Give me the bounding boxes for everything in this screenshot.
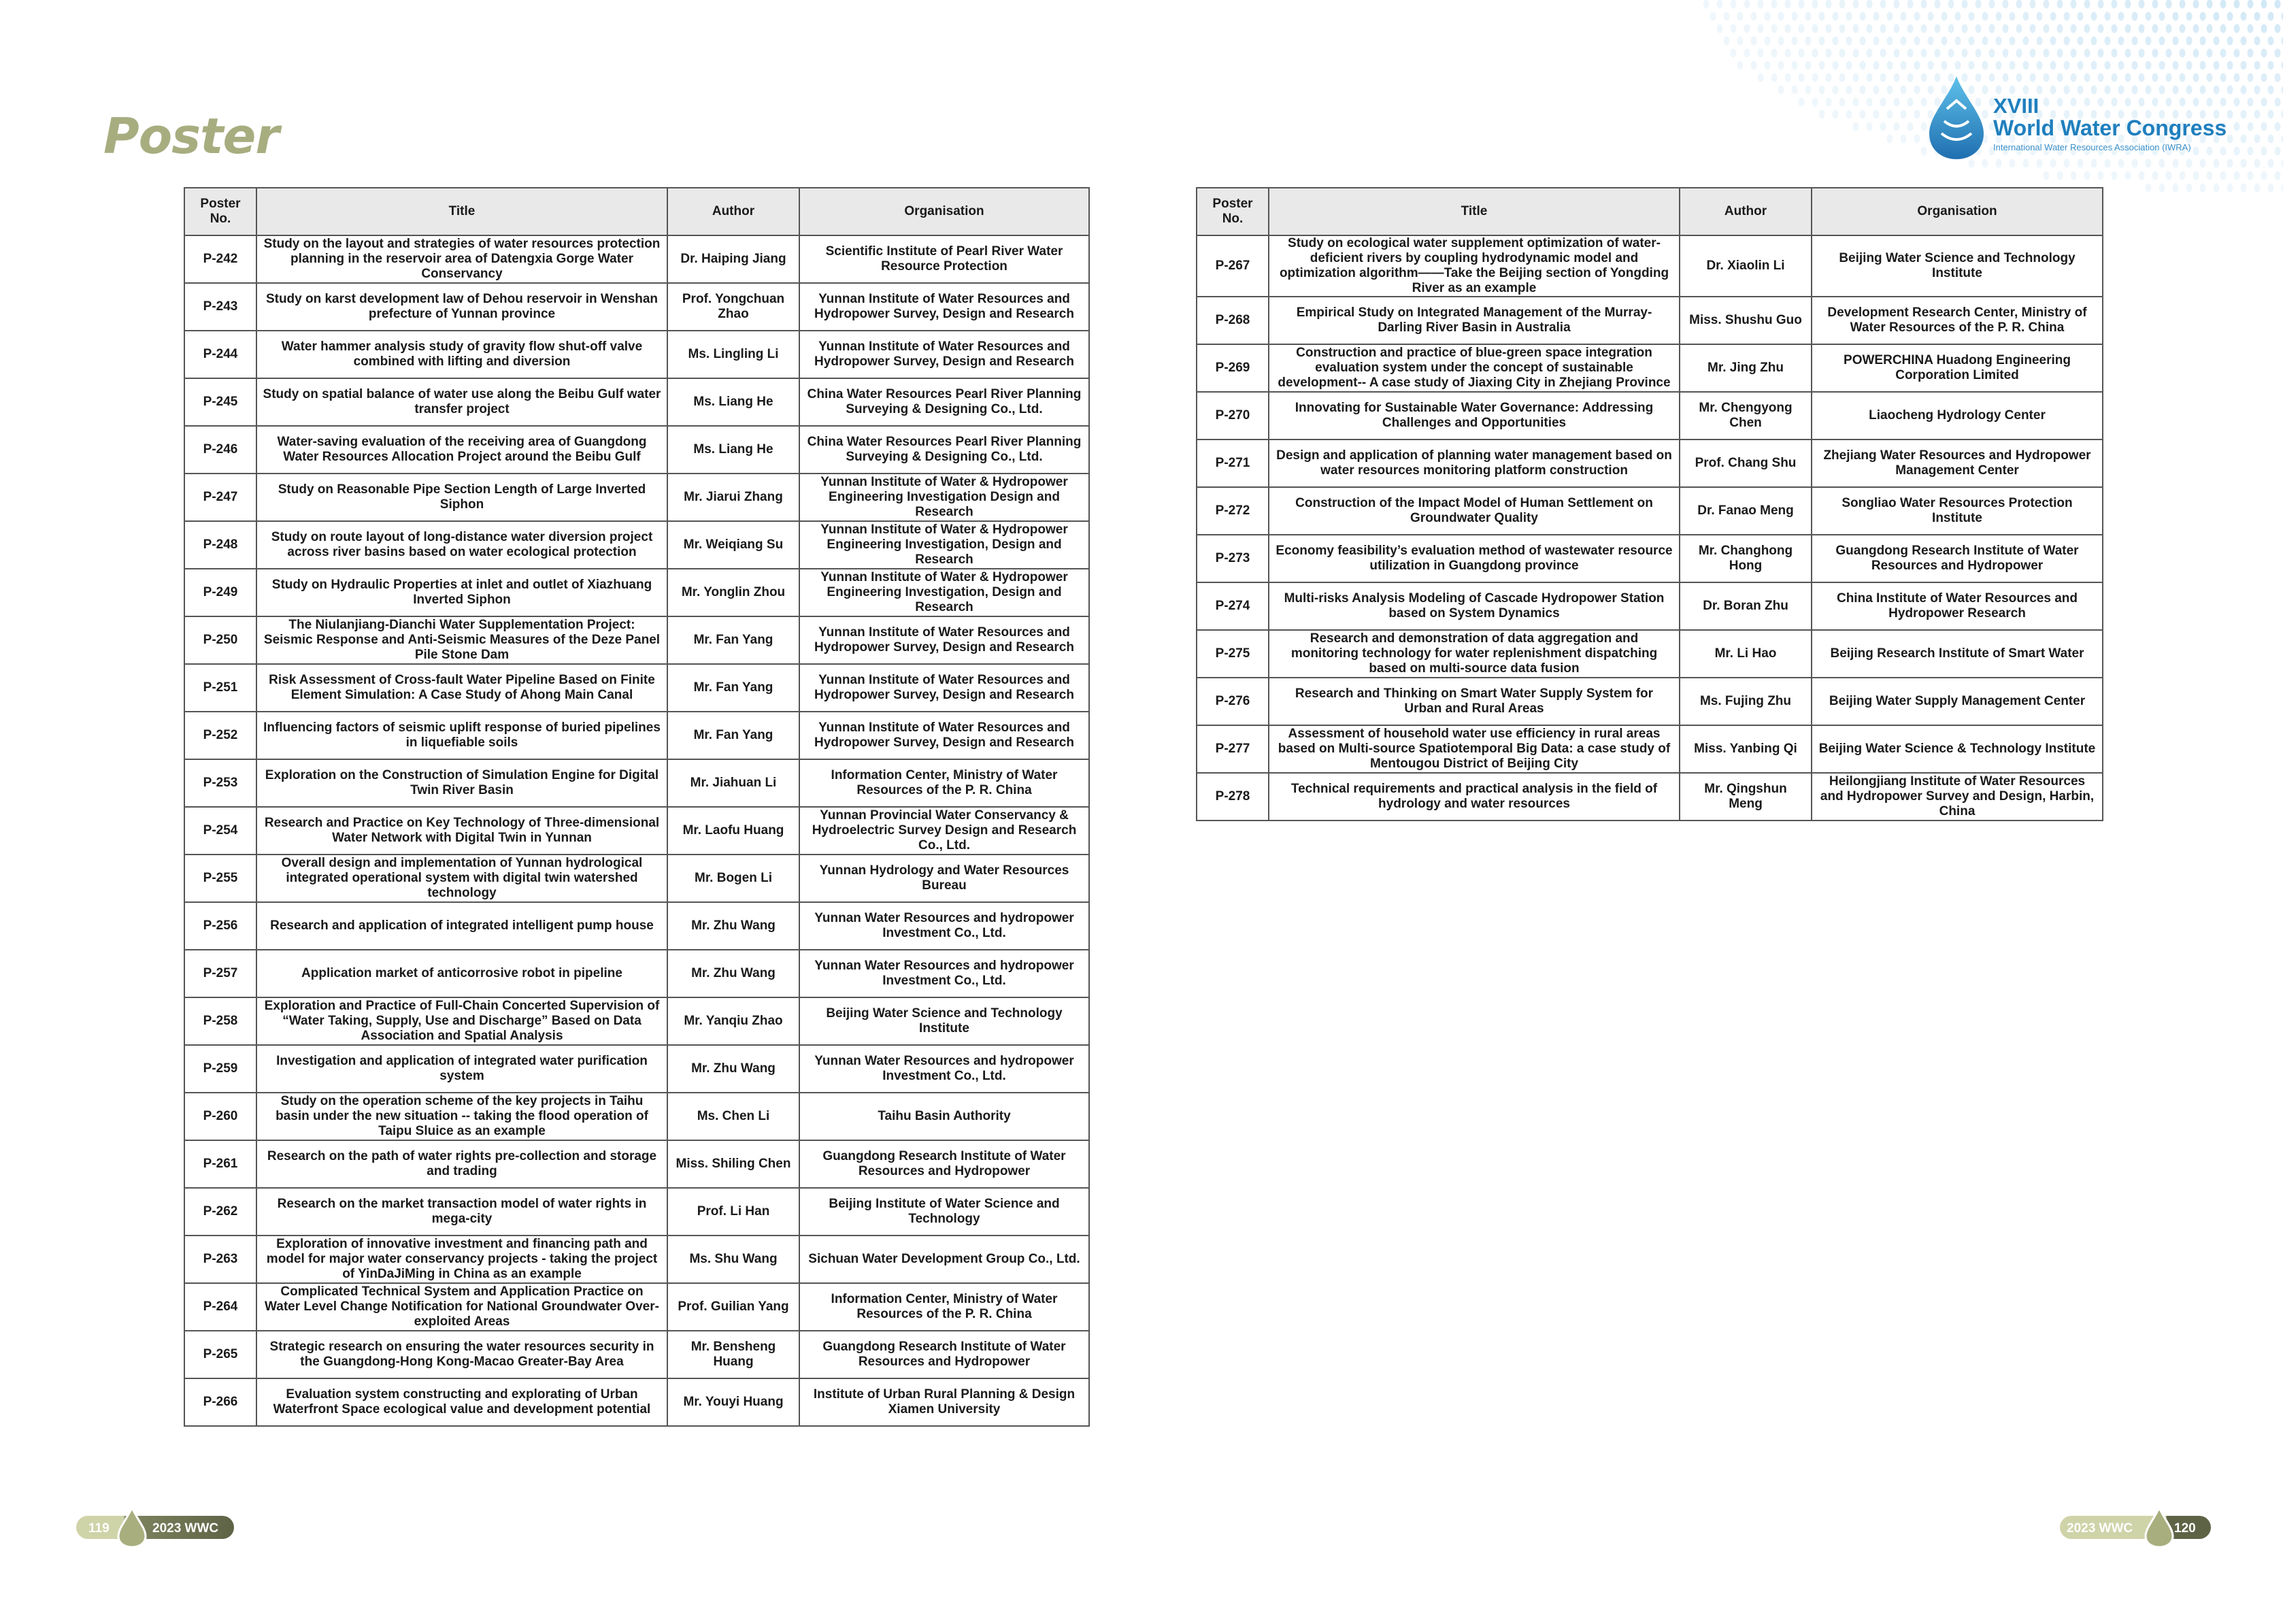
title-cell: Multi-risks Analysis Modeling of Cascade Hydropower Station based on System Dynamics <box>1269 582 1680 630</box>
poster-number-cell: P-257 <box>184 950 256 997</box>
author-cell: Mr. Weiqiang Su <box>667 521 799 569</box>
organisation-cell: Sichuan Water Development Group Co., Ltd. <box>799 1236 1089 1283</box>
title-cell: Investigation and application of integrated water purification system <box>256 1045 667 1093</box>
organisation-cell: Beijing Water Supply Management Center <box>1812 678 2103 725</box>
organisation-cell: Guangdong Research Institute of Water Resources and Hydropower <box>799 1140 1089 1188</box>
poster-number-cell: P-244 <box>184 331 256 378</box>
table-row <box>184 1188 1089 1236</box>
author-cell: Mr. Zhu Wang <box>667 1045 799 1093</box>
organisation-cell: Yunnan Institute of Water Resources and Hydropower Survey, Design and Research <box>799 712 1089 759</box>
header-poster-no: Poster No. <box>1197 188 1269 235</box>
logo-subtitle: International Water Resources Association (IWRA) <box>1993 142 2191 152</box>
table-row <box>1197 297 2103 344</box>
table-row <box>184 855 1089 902</box>
table-row <box>184 616 1089 664</box>
poster-number-cell: P-245 <box>184 378 256 426</box>
organisation-cell: Yunnan Institute of Water & Hydropower Engineering Investigation, Design and Research <box>799 521 1089 569</box>
table-row <box>184 1378 1089 1426</box>
title-cell: Research and Practice on Key Technology of Three-dimensional Water Network with Digital Twin in Yunnan <box>256 807 667 855</box>
poster-number-cell: P-271 <box>1197 440 1269 487</box>
author-cell: Mr. Fan Yang <box>667 664 799 712</box>
author-cell: Dr. Fanao Meng <box>1680 487 1812 535</box>
organisation-cell: Yunnan Water Resources and hydropower Investment Co., Ltd. <box>799 902 1089 950</box>
poster-number-cell: P-260 <box>184 1093 256 1140</box>
title-cell: Study on spatial balance of water use along the Beibu Gulf water transfer project <box>256 378 667 426</box>
author-cell: Ms. Liang He <box>667 378 799 426</box>
footer-right <box>2060 1506 2211 1548</box>
table-row <box>1197 773 2103 821</box>
footer-label: 2023 WWC <box>152 1521 219 1536</box>
table-row <box>184 283 1089 331</box>
poster-number-cell: P-262 <box>184 1188 256 1236</box>
author-cell: Prof. Yongchuan Zhao <box>667 283 799 331</box>
poster-number-cell: P-263 <box>184 1236 256 1283</box>
poster-number-cell: P-266 <box>184 1378 256 1426</box>
table-row <box>1197 487 2103 535</box>
author-cell: Mr. Laofu Huang <box>667 807 799 855</box>
poster-number-cell: P-269 <box>1197 344 1269 392</box>
title-cell: Application market of anticorrosive robot in pipeline <box>256 950 667 997</box>
table-row <box>1197 392 2103 440</box>
table-row <box>184 1236 1089 1283</box>
header-title: Title <box>1269 188 1680 235</box>
table-row <box>184 521 1089 569</box>
footer-left <box>76 1506 236 1548</box>
page-title: Poster <box>103 107 279 165</box>
header-author: Author <box>1680 188 1812 235</box>
organisation-cell: Taihu Basin Authority <box>799 1093 1089 1140</box>
poster-number-cell: P-246 <box>184 426 256 474</box>
poster-number-cell: P-250 <box>184 616 256 664</box>
title-cell: Research and Thinking on Smart Water Supply System for Urban and Rural Areas <box>1269 678 1680 725</box>
organisation-cell: Yunnan Water Resources and hydropower Investment Co., Ltd. <box>799 1045 1089 1093</box>
organisation-cell: Guangdong Research Institute of Water Resources and Hydropower <box>1812 535 2103 582</box>
table-row <box>1197 344 2103 392</box>
author-cell: Mr. Yonglin Zhou <box>667 569 799 616</box>
poster-number-cell: P-278 <box>1197 773 1269 821</box>
organisation-cell: Development Research Center, Ministry of Water Resources of the P. R. China <box>1812 297 2103 344</box>
water-drop-logo-icon <box>1925 73 1988 162</box>
table-row <box>184 378 1089 426</box>
author-cell: Mr. Jing Zhu <box>1680 344 1812 392</box>
organisation-cell: China Water Resources Pearl River Planning Surveying & Designing Co., Ltd. <box>799 426 1089 474</box>
poster-number-cell: P-261 <box>184 1140 256 1188</box>
poster-number-cell: P-255 <box>184 855 256 902</box>
poster-number-cell: P-275 <box>1197 630 1269 678</box>
title-cell: Study on karst development law of Dehou reservoir in Wenshan prefecture of Yunnan province <box>256 283 667 331</box>
table-row <box>184 1045 1089 1093</box>
logo-roman-numeral: XVIII <box>1993 94 2039 118</box>
organisation-cell: Beijing Institute of Water Science and Technology <box>799 1188 1089 1236</box>
poster-number-cell: P-243 <box>184 283 256 331</box>
poster-number-cell: P-253 <box>184 759 256 807</box>
author-cell: Mr. Chengyong Chen <box>1680 392 1812 440</box>
organisation-cell: Yunnan Institute of Water Resources and Hydropower Survey, Design and Research <box>799 283 1089 331</box>
poster-number-cell: P-276 <box>1197 678 1269 725</box>
organisation-cell: Zhejiang Water Resources and Hydropower Management Center <box>1812 440 2103 487</box>
author-cell: Mr. Yanqiu Zhao <box>667 997 799 1045</box>
title-cell: Water hammer analysis study of gravity flow shut-off valve combined with lifting and diversion <box>256 331 667 378</box>
organisation-cell: Information Center, Ministry of Water Resources of the P. R. China <box>799 1283 1089 1331</box>
author-cell: Ms. Lingling Li <box>667 331 799 378</box>
title-cell: Water-saving evaluation of the receiving area of Guangdong Water Resources Allocation Project around the Beibu Gulf <box>256 426 667 474</box>
table-row <box>1197 440 2103 487</box>
title-cell: Research and application of integrated intelligent pump house <box>256 902 667 950</box>
author-cell: Miss. Yanbing Qi <box>1680 725 1812 773</box>
author-cell: Ms. Fujing Zhu <box>1680 678 1812 725</box>
organisation-cell: Yunnan Institute of Water Resources and Hydropower Survey, Design and Research <box>799 616 1089 664</box>
table-row <box>184 1331 1089 1378</box>
table-row <box>184 759 1089 807</box>
title-cell: Exploration and Practice of Full-Chain Concerted Supervision of “Water Taking, Supply, Use and Discharge” Based on Data Association and Spatial Analysis <box>256 997 667 1045</box>
author-cell: Ms. Liang He <box>667 426 799 474</box>
title-cell: The Niulanjiang-Dianchi Water Supplementation Project: Seismic Response and Anti-Seismic Measures of the Deze Panel Pile Stone Dam <box>256 616 667 664</box>
organisation-cell: Yunnan Institute of Water Resources and Hydropower Survey, Design and Research <box>799 331 1089 378</box>
poster-number-cell: P-268 <box>1197 297 1269 344</box>
author-cell: Mr. Fan Yang <box>667 712 799 759</box>
poster-number-cell: P-251 <box>184 664 256 712</box>
water-drop-icon <box>116 1506 148 1548</box>
table-row <box>1197 582 2103 630</box>
organisation-cell: Liaocheng Hydrology Center <box>1812 392 2103 440</box>
organisation-cell: Guangdong Research Institute of Water Resources and Hydropower <box>799 1331 1089 1378</box>
poster-number-cell: P-265 <box>184 1331 256 1378</box>
header-organisation: Organisation <box>799 188 1089 235</box>
author-cell: Mr. Bogen Li <box>667 855 799 902</box>
author-cell: Mr. Qingshun Meng <box>1680 773 1812 821</box>
title-cell: Research on the market transaction model of water rights in mega-city <box>256 1188 667 1236</box>
author-cell: Mr. Zhu Wang <box>667 950 799 997</box>
title-cell: Study on Hydraulic Properties at inlet and outlet of Xiazhuang Inverted Siphon <box>256 569 667 616</box>
author-cell: Mr. Changhong Hong <box>1680 535 1812 582</box>
poster-number-cell: P-273 <box>1197 535 1269 582</box>
table-row <box>184 569 1089 616</box>
table-row <box>184 426 1089 474</box>
table-row <box>184 664 1089 712</box>
author-cell: Dr. Boran Zhu <box>1680 582 1812 630</box>
organisation-cell: Institute of Urban Rural Planning & Design Xiamen University <box>799 1378 1089 1426</box>
organisation-cell: China Institute of Water Resources and Hydropower Research <box>1812 582 2103 630</box>
poster-number-cell: P-248 <box>184 521 256 569</box>
table-body-right <box>1197 235 2103 821</box>
title-cell: Research on the path of water rights pre-collection and storage and trading <box>256 1140 667 1188</box>
table-row <box>1197 725 2103 773</box>
poster-number-cell: P-249 <box>184 569 256 616</box>
author-cell: Mr. Bensheng Huang <box>667 1331 799 1378</box>
title-cell: Exploration on the Construction of Simulation Engine for Digital Twin River Basin <box>256 759 667 807</box>
table-row <box>184 235 1089 283</box>
poster-number-cell: P-274 <box>1197 582 1269 630</box>
organisation-cell: Yunnan Water Resources and hydropower Investment Co., Ltd. <box>799 950 1089 997</box>
organisation-cell: Yunnan Institute of Water Resources and Hydropower Survey, Design and Research <box>799 664 1089 712</box>
table-row <box>1197 678 2103 725</box>
author-cell: Mr. Jiarui Zhang <box>667 474 799 521</box>
author-cell: Mr. Jiahuan Li <box>667 759 799 807</box>
page-number: 119 <box>88 1521 110 1536</box>
title-cell: Empirical Study on Integrated Management of the Murray-Darling River Basin in Australia <box>1269 297 1680 344</box>
table-row <box>184 1283 1089 1331</box>
author-cell: Mr. Youyi Huang <box>667 1378 799 1426</box>
table-header-row <box>184 188 1089 235</box>
title-cell: Strategic research on ensuring the water resources security in the Guangdong-Hong Kong-Macao Greater-Bay Area <box>256 1331 667 1378</box>
logo-name: World Water Congress <box>1993 116 2227 140</box>
author-cell: Ms. Chen Li <box>667 1093 799 1140</box>
author-cell: Prof. Guilian Yang <box>667 1283 799 1331</box>
title-cell: Design and application of planning water management based on water resources monitoring platform construction <box>1269 440 1680 487</box>
title-cell: Overall design and implementation of Yunnan hydrological integrated operational system with digital twin watershed technology <box>256 855 667 902</box>
title-cell: Innovating for Sustainable Water Governance: Addressing Challenges and Opportunities <box>1269 392 1680 440</box>
author-cell: Mr. Zhu Wang <box>667 902 799 950</box>
title-cell: Study on Reasonable Pipe Section Length of Large Inverted Siphon <box>256 474 667 521</box>
organisation-cell: Beijing Water Science & Technology Institute <box>1812 725 2103 773</box>
author-cell: Ms. Shu Wang <box>667 1236 799 1283</box>
title-cell: Construction of the Impact Model of Human Settlement on Groundwater Quality <box>1269 487 1680 535</box>
table-body-left <box>184 235 1089 1426</box>
footer-label: 2023 WWC <box>2067 1521 2133 1536</box>
poster-number-cell: P-254 <box>184 807 256 855</box>
table-row <box>1197 235 2103 297</box>
table-row <box>184 1140 1089 1188</box>
author-cell: Mr. Fan Yang <box>667 616 799 664</box>
organisation-cell: Yunnan Institute of Water & Hydropower Engineering Investigation, Design and Research <box>799 569 1089 616</box>
table-row <box>184 902 1089 950</box>
poster-number-cell: P-258 <box>184 997 256 1045</box>
poster-number-cell: P-242 <box>184 235 256 283</box>
poster-number-cell: P-277 <box>1197 725 1269 773</box>
organisation-cell: Heilongjiang Institute of Water Resources and Hydropower Survey and Design, Harbin, China <box>1812 773 2103 821</box>
table-row <box>1197 630 2103 678</box>
author-cell: Dr. Haiping Jiang <box>667 235 799 283</box>
header-organisation: Organisation <box>1812 188 2103 235</box>
table-row <box>184 474 1089 521</box>
author-cell: Miss. Shiling Chen <box>667 1140 799 1188</box>
title-cell: Study on the layout and strategies of water resources protection planning in the reservoir area of Datengxia Gorge Water Conservancy <box>256 235 667 283</box>
title-cell: Assessment of household water use efficiency in rural areas based on Multi-source Spatiotemporal Big Data: a case study of Mentougou District of Beijing City <box>1269 725 1680 773</box>
organisation-cell: Yunnan Hydrology and Water Resources Bureau <box>799 855 1089 902</box>
poster-number-cell: P-252 <box>184 712 256 759</box>
table-row <box>184 712 1089 759</box>
page-number: 120 <box>2174 1521 2196 1536</box>
title-cell: Complicated Technical System and Application Practice on Water Level Change Notification for National Groundwater Over-exploited Areas <box>256 1283 667 1331</box>
organisation-cell: Beijing Water Science and Technology Institute <box>1812 235 2103 297</box>
table-row <box>184 331 1089 378</box>
author-cell: Miss. Shushu Guo <box>1680 297 1812 344</box>
title-cell: Study on route layout of long-distance water diversion project across river basins based on water ecological protection <box>256 521 667 569</box>
organisation-cell: Scientific Institute of Pearl River Water Resource Protection <box>799 235 1089 283</box>
poster-table-right <box>1196 187 2103 821</box>
title-cell: Economy feasibility’s evaluation method of wastewater resource utilization in Guangdong province <box>1269 535 1680 582</box>
title-cell: Research and demonstration of data aggregation and monitoring technology for water replenishment dispatching based on multi-source data fusion <box>1269 630 1680 678</box>
poster-number-cell: P-272 <box>1197 487 1269 535</box>
table-row <box>184 950 1089 997</box>
title-cell: Construction and practice of blue-green space integration evaluation system under the concept of sustainable development-- A case study of Jiaxing City in Zhejiang Province <box>1269 344 1680 392</box>
organisation-cell: China Water Resources Pearl River Planning Surveying & Designing Co., Ltd. <box>799 378 1089 426</box>
header-author: Author <box>667 188 799 235</box>
organisation-cell: Songliao Water Resources Protection Institute <box>1812 487 2103 535</box>
title-cell: Study on ecological water supplement optimization of water-deficient rivers by coupling hydrodynamic model and optimization algorithm——Take the Beijing section of Yongding River as an example <box>1269 235 1680 297</box>
organisation-cell: POWERCHINA Huadong Engineering Corporation Limited <box>1812 344 2103 392</box>
author-cell: Dr. Xiaolin Li <box>1680 235 1812 297</box>
table-row <box>184 807 1089 855</box>
title-cell: Evaluation system constructing and explorating of Urban Waterfront Space ecological value and development potential <box>256 1378 667 1426</box>
author-cell: Mr. Li Hao <box>1680 630 1812 678</box>
author-cell: Prof. Chang Shu <box>1680 440 1812 487</box>
poster-number-cell: P-247 <box>184 474 256 521</box>
poster-number-cell: P-264 <box>184 1283 256 1331</box>
author-cell: Prof. Li Han <box>667 1188 799 1236</box>
poster-table-left <box>184 187 1090 1427</box>
title-cell: Study on the operation scheme of the key projects in Taihu basin under the new situation -- taking the flood operation of Taipu Sluice as an example <box>256 1093 667 1140</box>
congress-logo <box>1925 73 2227 169</box>
water-drop-icon <box>2143 1506 2176 1548</box>
poster-number-cell: P-256 <box>184 902 256 950</box>
title-cell: Risk Assessment of Cross-fault Water Pipeline Based on Finite Element Simulation: A Case Study of Ahong Main Canal <box>256 664 667 712</box>
table-row <box>184 997 1089 1045</box>
table-row <box>1197 535 2103 582</box>
title-cell: Exploration of innovative investment and financing path and model for major water conservancy projects - taking the project of YinDaJiMing in China as an example <box>256 1236 667 1283</box>
poster-number-cell: P-270 <box>1197 392 1269 440</box>
table-row <box>184 1093 1089 1140</box>
table-header-row <box>1197 188 2103 235</box>
organisation-cell: Beijing Water Science and Technology Institute <box>799 997 1089 1045</box>
organisation-cell: Information Center, Ministry of Water Resources of the P. R. China <box>799 759 1089 807</box>
organisation-cell: Beijing Research Institute of Smart Water <box>1812 630 2103 678</box>
organisation-cell: Yunnan Provincial Water Conservancy & Hydroelectric Survey Design and Research Co., Ltd. <box>799 807 1089 855</box>
title-cell: Technical requirements and practical analysis in the field of hydrology and water resources <box>1269 773 1680 821</box>
poster-number-cell: P-259 <box>184 1045 256 1093</box>
organisation-cell: Yunnan Institute of Water & Hydropower Engineering Investigation Design and Research <box>799 474 1089 521</box>
title-cell: Influencing factors of seismic uplift response of buried pipelines in liquefiable soils <box>256 712 667 759</box>
header-title: Title <box>256 188 667 235</box>
poster-number-cell: P-267 <box>1197 235 1269 297</box>
header-poster-no: Poster No. <box>184 188 256 235</box>
